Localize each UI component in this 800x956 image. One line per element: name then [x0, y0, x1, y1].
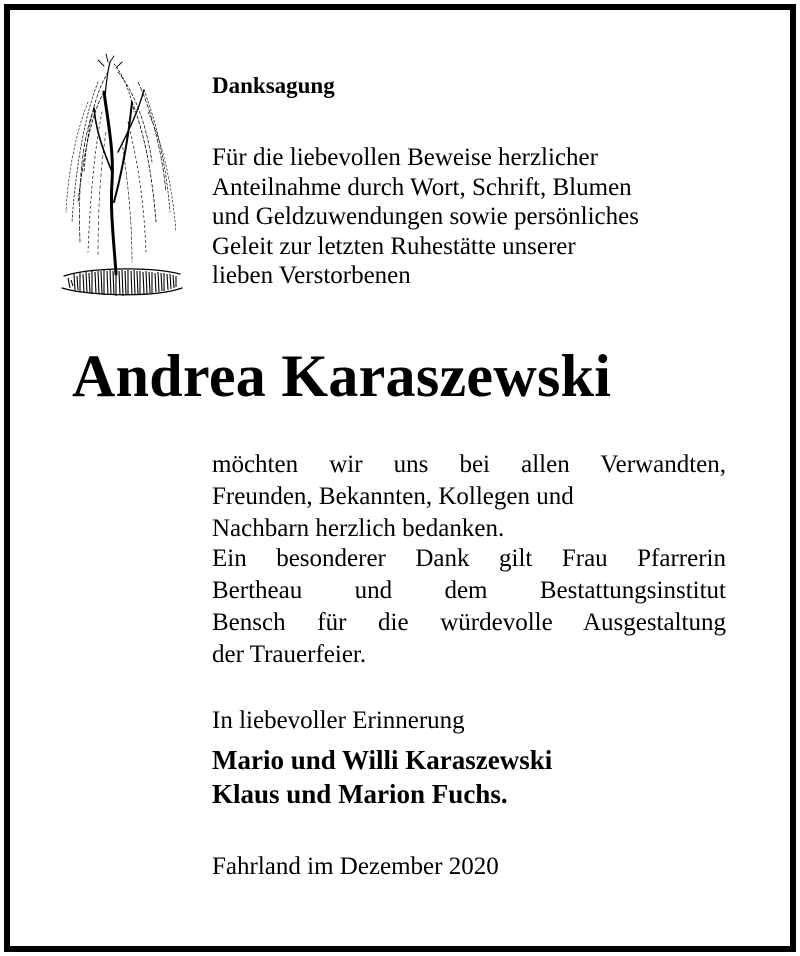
memory-line: In liebevoller Erinnerung — [212, 707, 465, 734]
thanks-line: möchten wir uns bei allen Verwandten, — [212, 451, 726, 478]
special-thanks-line: Bertheau und dem Bestattungsinstitut — [212, 577, 726, 604]
notice-heading: Danksagung — [212, 73, 335, 98]
special-thanks-line: Ein besonderer Dank gilt Frau Pfarrerin — [212, 545, 726, 572]
signers — [212, 743, 552, 811]
intro-line: lieben Verstorbenen — [212, 262, 411, 289]
special-thanks-line: Bensch für die würdevolle Ausgestaltung — [212, 609, 726, 636]
place-date: Fahrland im Dezember 2020 — [212, 853, 499, 880]
thanks-line: Freunden, Bekannten, Kollegen und — [212, 483, 574, 510]
intro-line: Für die liebevollen Beweise herzlicher — [212, 144, 598, 171]
intro-line: Anteilnahme durch Wort, Schrift, Blumen — [212, 173, 632, 201]
signer-line: Mario und Willi Karaszewski — [212, 745, 553, 775]
intro-line: Geleit zur letzten Ruhestätte unserer — [212, 232, 576, 260]
special-thanks-paragraph — [212, 543, 726, 671]
thanks-line: Nachbarn herzlich bedanken. — [212, 515, 505, 542]
deceased-name: Andrea Karaszewski — [72, 343, 612, 409]
weeping-willow-icon — [58, 52, 186, 314]
special-thanks-line: der Trauerfeier. — [212, 641, 367, 668]
intro-paragraph — [212, 143, 732, 291]
thanks-paragraph — [212, 449, 726, 545]
signer-line: Klaus und Marion Fuchs. — [212, 779, 508, 809]
intro-line: und Geldzuwendungen sowie persönliches — [212, 203, 639, 230]
